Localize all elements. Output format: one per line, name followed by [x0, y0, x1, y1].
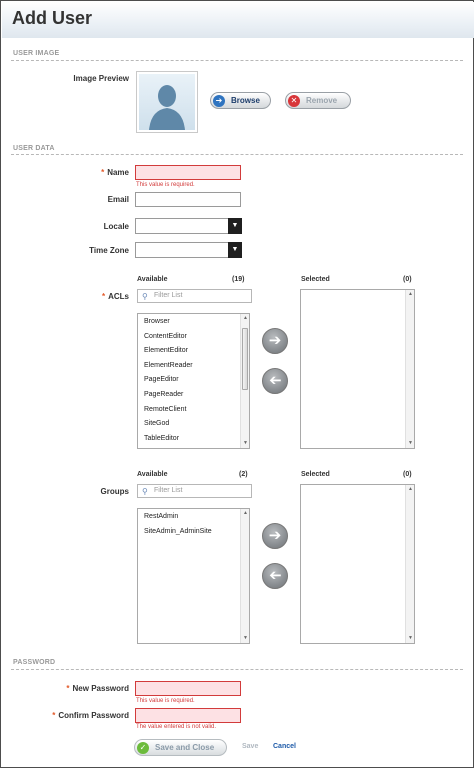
scroll-up-icon[interactable]: ▲: [243, 510, 248, 516]
groups-filter-input[interactable]: ⚲ Filter List: [137, 484, 252, 498]
scroll-down-icon[interactable]: ▼: [408, 635, 413, 641]
search-icon: ⚲: [142, 487, 148, 496]
groups-add-button[interactable]: [262, 523, 288, 549]
list-item[interactable]: ElementReader: [144, 361, 193, 369]
section-user-image: USER IMAGE: [13, 50, 60, 57]
groups-available-items: [144, 513, 212, 542]
avatar: [136, 71, 198, 133]
groups-available-count: (2): [239, 471, 248, 478]
section-divider: [11, 60, 463, 61]
section-divider: [11, 669, 463, 670]
list-item[interactable]: ElementEditor: [144, 347, 188, 355]
user-silhouette-icon: [139, 74, 195, 130]
chevron-down-icon[interactable]: ▼: [228, 218, 242, 234]
acls-selected-list[interactable]: [300, 289, 415, 449]
groups-available-list[interactable]: [137, 508, 250, 644]
image-preview-label: Image Preview: [73, 74, 129, 83]
list-item[interactable]: Browser: [144, 318, 170, 325]
title-bar: [2, 2, 474, 38]
locale-label: Locale: [103, 222, 129, 231]
acls-remove-button[interactable]: [262, 368, 288, 394]
acls-add-button[interactable]: [262, 328, 288, 354]
email-field[interactable]: [135, 192, 241, 207]
arrow-right-icon: ➔: [268, 332, 282, 349]
list-item[interactable]: PageEditor: [144, 376, 179, 384]
list-item[interactable]: PageReader: [144, 390, 184, 398]
list-item[interactable]: RestAdmin: [144, 513, 179, 520]
locale-select[interactable]: [135, 218, 242, 234]
scroll-up-icon[interactable]: ▲: [408, 486, 413, 492]
cancel-link[interactable]: Cancel: [273, 743, 296, 750]
required-marker: *: [66, 684, 70, 693]
new-password-label: * New Password: [66, 684, 129, 693]
groups-remove-button[interactable]: [262, 563, 288, 589]
confirm-password-field[interactable]: [135, 708, 241, 723]
scroll-down-icon[interactable]: ▼: [243, 635, 248, 641]
acls-label: * ACLs: [101, 292, 129, 301]
required-marker: *: [101, 292, 106, 301]
groups-selected-header: Selected: [301, 471, 330, 478]
groups-available-header: Available: [137, 471, 168, 478]
groups-selected-count: (0): [403, 471, 412, 478]
acls-selected-scrollbar[interactable]: [405, 290, 414, 448]
browse-button[interactable]: ➔ Browse: [210, 92, 271, 109]
close-icon: ✕: [288, 95, 300, 107]
scroll-up-icon[interactable]: ▲: [408, 291, 413, 297]
name-label: * Name: [101, 168, 129, 177]
list-item[interactable]: ContentEditor: [144, 332, 187, 340]
acls-available-count: (19): [232, 276, 245, 283]
acls-selected-count: (0): [403, 276, 412, 283]
list-item[interactable]: RemoteClient: [144, 405, 187, 413]
acls-available-list[interactable]: [137, 313, 250, 449]
section-user-data: USER DATA: [13, 145, 55, 152]
email-label: Email: [107, 195, 129, 204]
list-item[interactable]: TableEditor: [144, 434, 180, 442]
name-field[interactable]: [135, 165, 241, 180]
required-marker: *: [101, 168, 105, 177]
arrow-left-icon: ➔: [268, 567, 282, 584]
groups-label: Groups: [100, 487, 129, 496]
acls-available-scrollbar[interactable]: [240, 314, 249, 448]
name-error: This value is required.: [136, 182, 195, 188]
acls-selected-header: Selected: [301, 276, 330, 283]
acls-available-header: Available: [137, 276, 168, 283]
scroll-up-icon[interactable]: ▲: [243, 315, 248, 321]
new-password-error: This value is required.: [136, 698, 195, 704]
section-password: PASSWORD: [13, 659, 56, 666]
arrow-left-icon: ➔: [268, 372, 282, 389]
groups-available-scrollbar[interactable]: [240, 509, 249, 643]
arrow-right-icon: ➔: [268, 527, 282, 544]
arrow-right-icon: ➔: [213, 95, 225, 107]
chevron-down-icon[interactable]: ▼: [228, 242, 242, 258]
acls-filter-input[interactable]: ⚲ Filter List: [137, 289, 252, 303]
search-icon: ⚲: [142, 292, 148, 301]
scroll-down-icon[interactable]: ▼: [243, 440, 248, 446]
remove-button[interactable]: ✕ Remove: [285, 92, 351, 109]
groups-selected-list[interactable]: [300, 484, 415, 644]
scroll-down-icon[interactable]: ▼: [408, 440, 413, 446]
list-item[interactable]: SiteGod: [144, 420, 170, 428]
save-link[interactable]: Save: [242, 743, 259, 750]
page-title: Add User: [12, 8, 93, 28]
save-and-close-button[interactable]: ✓ Save and Close: [134, 739, 227, 756]
required-marker: *: [52, 711, 56, 720]
confirm-password-error: The value entered is not valid.: [136, 724, 217, 730]
confirm-password-label: * Confirm Password: [52, 711, 129, 720]
checkmark-icon: ✓: [137, 742, 149, 754]
groups-selected-scrollbar[interactable]: [405, 485, 414, 643]
section-divider: [11, 154, 463, 155]
scrollbar-thumb[interactable]: [242, 328, 248, 390]
new-password-field[interactable]: [135, 681, 241, 696]
list-item[interactable]: SiteAdmin_AdminSite: [144, 527, 212, 535]
timezone-label: Time Zone: [89, 246, 129, 255]
acls-available-items: [144, 318, 193, 449]
timezone-select[interactable]: [135, 242, 242, 258]
